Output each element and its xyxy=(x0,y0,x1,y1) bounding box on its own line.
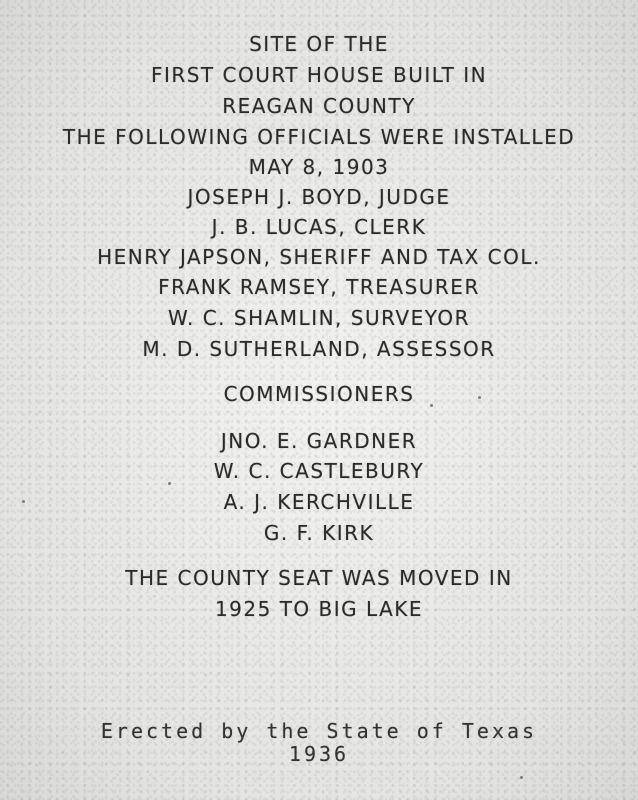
commissioner-line: W. C. CASTLEBURY xyxy=(213,459,425,483)
official-line: HENRY JAPSON, SHERIFF AND TAX COL. xyxy=(97,245,541,269)
title-line: REAGAN COUNTY xyxy=(222,94,416,118)
stone-speck xyxy=(430,404,433,407)
official-line: FRANK RAMSEY, TREASURER xyxy=(158,275,480,299)
title-line: FIRST COURT HOUSE BUILT IN xyxy=(150,63,488,87)
official-line: JOSEPH J. BOYD, JUDGE xyxy=(187,185,451,209)
stone-speck xyxy=(478,396,481,399)
title-line: THE FOLLOWING OFFICIALS WERE INSTALLED xyxy=(62,125,576,149)
closing-line: 1925 TO BIG LAKE xyxy=(214,597,424,621)
commissioner-line: A. J. KERCHVILLE xyxy=(223,490,415,514)
title-line: SITE OF THE xyxy=(249,32,389,56)
official-line: J. B. LUCAS, CLERK xyxy=(211,215,427,239)
official-line: M. D. SUTHERLAND, ASSESSOR xyxy=(142,337,496,361)
stone-speck xyxy=(520,776,523,779)
closing-line: THE COUNTY SEAT WAS MOVED IN xyxy=(125,566,513,590)
commissioner-line: JNO. E. GARDNER xyxy=(220,429,418,453)
commissioner-line: G. F. KIRK xyxy=(263,521,375,545)
commissioners-heading: COMMISSIONERS xyxy=(223,382,415,406)
date-line: MAY 8, 1903 xyxy=(248,155,390,179)
stone-speck xyxy=(168,482,171,485)
year-line: 1936 xyxy=(288,742,350,766)
erected-by-line: Erected by the State of Texas xyxy=(100,719,538,743)
official-line: W. C. SHAMLIN, SURVEYOR xyxy=(168,306,470,330)
stone-speck xyxy=(22,500,25,503)
